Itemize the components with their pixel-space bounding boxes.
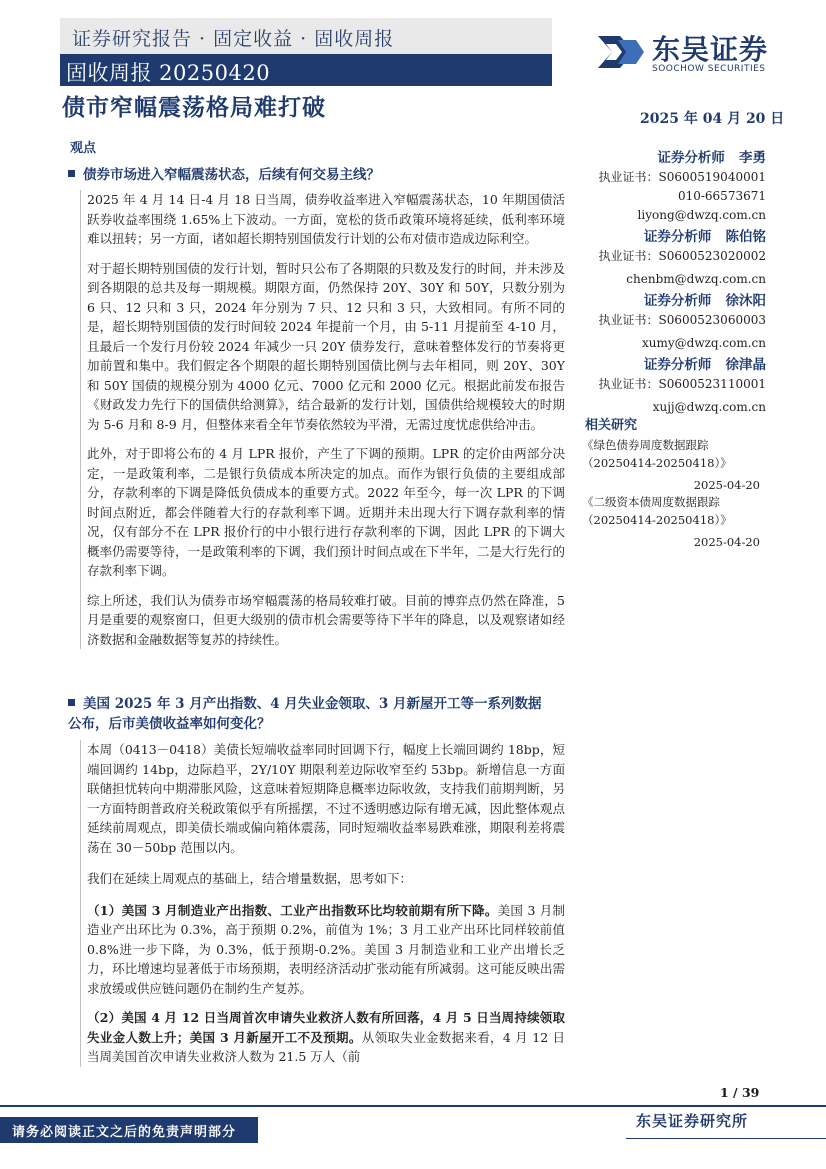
bullet-square-icon: [68, 170, 75, 177]
section1-body: [80, 190, 571, 649]
disclaimer-text: 请务必阅读正文之后的免责声明部分: [12, 1125, 237, 1140]
related-research-list: [582, 437, 762, 549]
company-logo: [594, 28, 784, 78]
related-item-date: 2025-04-20: [693, 535, 760, 549]
paragraph: 本周（0413－0418）美债长短端收益率同时回调下行，幅度上长端回调约 18bp，短端回调约 14bp，边际趋平，2Y/10Y 期限利差边际收窄至约 53bp。新增信息一方面联储担忧转向中期滞胀风险，这意味着短期降息概率边际收敛，支持我们前期判断，另一方面特朗普政府关税政策似乎有所摇摆，不过不透明感边际有增无减，因此整体观点延续前周观点，即美债长端或偏向箱体震荡，同时短端收益率易跌难涨，期限利差将震荡在 30－50bp 范围以内。: [87, 742, 565, 855]
paragraph-lead: （1）美国 3 月制造业产出指数、工业产出指数环比均较前期有所下降。: [87, 902, 498, 918]
report-id: 固收周报 20250420: [66, 61, 271, 85]
analyst-email: liyong@dwzq.com.cn: [637, 208, 766, 222]
analyst-cert: 执业证书：S0600523110001: [598, 377, 766, 391]
soochow-logo-icon: [594, 30, 646, 76]
section2-heading: 美国 2025 年 3 月产出指数、4 月失业金领取、3 月新屋开工等一系列数据公布，后市美债收益率如何变化？: [68, 696, 542, 732]
analyst-cert: 执业证书：S0600523060003: [598, 313, 766, 327]
footer-divider: [0, 1105, 826, 1107]
logo-name-cn: 东吴证券: [652, 33, 769, 66]
viewpoint-label: 观点: [70, 141, 97, 156]
analyst-cert: 执业证书：S0600523020002: [598, 249, 766, 263]
analyst-email: xujj@dwzq.com.cn: [652, 400, 766, 414]
analyst-email: chenbm@dwzq.com.cn: [626, 272, 766, 286]
paragraph: 我们在延续上周观点的基础上，结合增量数据，思考如下：: [87, 871, 413, 886]
related-item-title[interactable]: 《绿色债券周度数据跟踪（20250414-20250418）》: [582, 438, 732, 470]
report-title: 债市窄幅震荡格局难打破: [62, 94, 326, 121]
report-category: 证券研究报告 · 固定收益 · 固收周报: [72, 28, 395, 50]
report-id-bar: [60, 54, 552, 86]
report-category-bar: [60, 18, 552, 54]
analyst-name: 证券分析师 陈伯铭: [643, 229, 766, 245]
paragraph: （2）美国 4 月 12 日当周首次申请失业救济人数有所回落，4 月 5 日当周持续领取失业金人数上升；美国 3 月新屋开工不及预期。从领取失业金数据来看，4 月 12 日当周美国首次申请失业救济人数为 21.5 万人（前: [87, 1010, 566, 1064]
analyst-phone: 010-66573671: [677, 189, 766, 203]
report-date: 2025 年 04 月 20 日: [640, 111, 785, 127]
paragraph-lead: （2）美国 4 月 12 日当周首次申请失业救济人数有所回落，4 月 5 日当周持续领取失业金人数上升；美国 3 月新屋开工不及预期。: [87, 1010, 565, 1045]
paragraph: 综上所述，我们认为债券市场窄幅震荡的格局较难打破。目前的博弈点仍然在降准，5 月是重要的观察窗口，但更大级别的债市机会需要等待下半年的降息，以及观察诸如经济数据和金融数据等复苏的持续性。: [87, 592, 565, 647]
related-item-title[interactable]: 《二级资本债周度数据跟踪（20250414-20250418）》: [582, 495, 732, 527]
analyst-email: xumy@dwzq.com.cn: [641, 336, 766, 350]
analyst-name: 证券分析师 徐沐阳: [643, 293, 766, 309]
paragraph: 2025 年 4 月 14 日-4 月 18 日当周，债券收益率进入窄幅震荡状态，10 年期国债活跃券收益率围绕 1.65%上下波动。一方面，宽松的货币政策环境将延续，低利率环境难以扭转；另一方面，诸如超长期特别国债发行计划的公布对债市造成边际利空。: [87, 192, 565, 246]
logo-name-en: SOOCHOW SECURITIES: [652, 64, 766, 74]
section1-heading: 债券市场进入窄幅震荡状态，后续有何交易主线？: [68, 165, 548, 185]
related-research-heading: 相关研究: [585, 418, 638, 433]
paragraph: 对于超长期特别国债的发行计划，暂时只公布了各期限的只数及发行的时间，并未涉及到各期限的总共及每一期规模。期限方面，仍然保持 20Y、30Y 和 50Y，只数分别为 6 只、12 只和 3 只，2024 年分别为 7 只、12 只和 3 只，大致相同。有所不同的是，超长期特别国债的发行时间较 2024 年提前一个月，由 5-11 月提前至 4-10 月，且最后一个发行月份较 2024 年减少一只 20Y 债券发行，意味着整体发行的节奏将更加前置和集中。我们假定各个期限的超长期特别国债比例与去年相同，则 20Y、30Y 和 50Y 国债的规模分别为 4000 亿元、7000 亿元和 2000 亿元。根据此前发布报告《财政发力先行下的国债供给测算》，结合最新的发行计划，国债供给规模较大的时期为 5-6 月和 8-9 月，但整体来看全年节奏依然较为平滑，无需过度忧虑供给冲击。: [87, 260, 565, 432]
disclaimer-banner: [0, 1117, 258, 1143]
analyst-name: 证券分析师 李勇: [657, 150, 766, 166]
analyst-block: [566, 148, 766, 417]
analyst-name: 证券分析师 徐津晶: [643, 357, 766, 373]
section2-body: [80, 740, 571, 1067]
page-number: 1 / 39: [720, 1085, 760, 1100]
related-item-date: 2025-04-20: [693, 478, 760, 492]
institute-underline: [626, 1138, 826, 1139]
paragraph: 此外，对于即将公布的 4 月 LPR 报价，产生了下调的预期。LPR 的定价由两部分决定，一是政策利率，二是银行负债成本所决定的加点。而作为银行负债的主要组成部分，存款利率的下调是降低负债成本的重要方式。2022 年至今，每一次 LPR 的下调时间点附近，都会伴随着大行的存款利率下调。近期并未出现大行下调存款利率的情况，仅有部分不在 LPR 报价行的中小银行进行存款利率的下调，因此 LPR 的下调大概率仍需要等待，一是政策利率的下调，我们预计时间点或在下半年，二是大行先行的存款利率下调。: [87, 446, 565, 578]
paragraph: （1）美国 3 月制造业产出指数、工业产出指数环比均较前期有所下降。美国 3 月制造业产出环比为 0.3%，高于预期 0.2%，前值为 1%；3 月工业产出环比同样较前值 0.8%进一步下降，为 0.3%，低于预期-0.2%。美国 3 月制造业和工业产出增长乏力，环比增速均显著低于市场预期，表明经济活动扩张动能有所减弱。这可能反映出需求放缓或供应链问题仍在制约生产复苏。: [87, 902, 565, 996]
institute-name: 东吴证券研究所: [636, 1112, 749, 1130]
bullet-square-icon: [68, 699, 75, 706]
analyst-cert: 执业证书：S0600519040001: [598, 170, 766, 184]
